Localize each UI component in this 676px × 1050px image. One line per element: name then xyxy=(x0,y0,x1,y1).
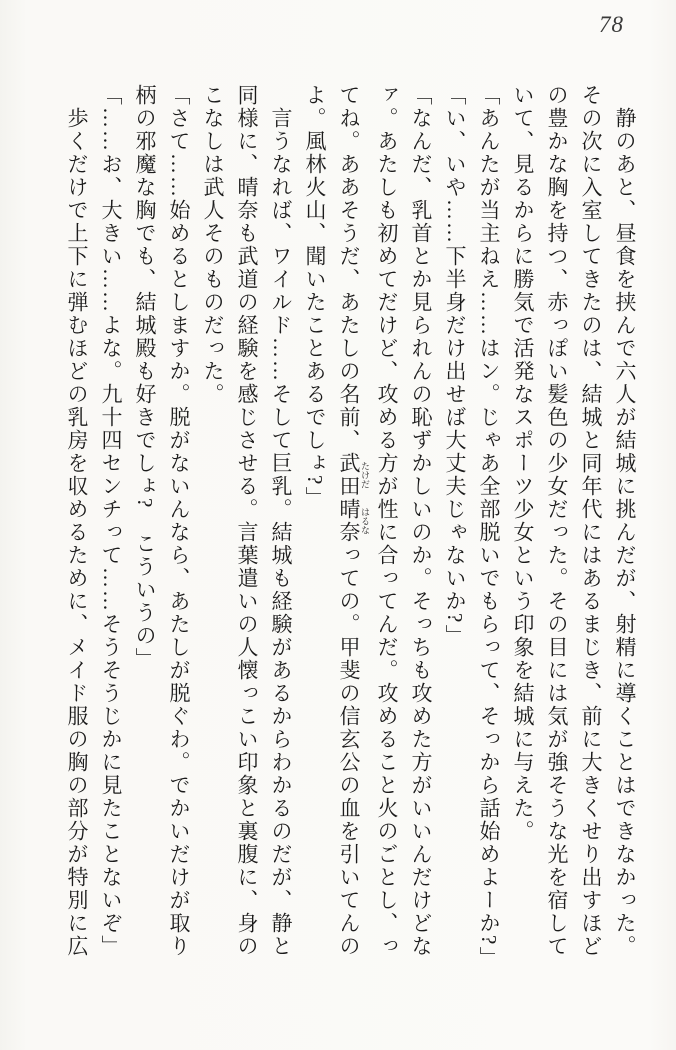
ruby-name-haruna xyxy=(337,498,370,544)
text-line: 歩くだけで上下に弾むほどの乳房を収めるために、メイド服の胸の部分が特別に広 xyxy=(65,107,89,958)
text-line: 「なんだ、乳首とか見られんの恥ずかしいのか。そっちも攻めた方がいいんだけどな xyxy=(409,84,433,958)
ruby-base: 晴奈 xyxy=(337,498,361,544)
ruby-furigana: はるな xyxy=(360,498,370,544)
ruby-furigana: たけだ xyxy=(360,452,370,498)
text-line: その次に入室してきたのは、結城と同年代にはあるまじき、前に大きくせり出すほど xyxy=(579,84,603,958)
ruby-name-takeda xyxy=(337,452,370,498)
text-segment: っての。甲斐の信玄公の血を引いてんの xyxy=(337,544,361,958)
text-line-with-ruby xyxy=(332,84,370,980)
vertical-text-block xyxy=(62,84,642,980)
text-line: 「あんたが当主ねえ……はン。じゃあ全部脱いでもらって、そっから話始めよーか?」 xyxy=(477,84,501,970)
text-line: の豊かな胸を持つ、赤っぽい髪色の少女だった。その目には気が強そうな光を宿して xyxy=(545,84,569,958)
text-line: いて、見るからに勝気で活発なスポーツ少女という印象を結城に与えた。 xyxy=(511,84,535,843)
text-segment: てね。ああそうだ、あたしの名前、 xyxy=(337,84,361,452)
page-number: 78 xyxy=(599,12,624,37)
text-line: こなしは武人そのものだった。 xyxy=(201,84,225,406)
ruby-base: 武田 xyxy=(337,452,361,498)
text-line: 同様に、晴奈も武道の経験を感じさせる。言葉遣いの人懐っこい印象と裏腹に、身の xyxy=(235,84,259,958)
text-line: 柄の邪魔な胸でも、結城殿も好きでしょ? こういうの」 xyxy=(133,84,157,671)
text-line: 「……お、大きい……よな。九十四センチって……そうそうじかに見たことないぞ」 xyxy=(99,84,123,958)
text-line: 言うなれば、ワイルド……そして巨乳。結城も経験があるからわかるのだが、静と xyxy=(269,107,293,958)
text-line: よ。風林火山、聞いたことあるでしょ?」 xyxy=(303,84,327,510)
text-line: 「い、いや……下半身だけ出せば大丈夫じゃないか?」 xyxy=(443,84,467,648)
text-line: 静のあと、昼食を挟んで六人が結城に挑んだが、射精に導くことはできなかった。 xyxy=(613,107,637,958)
text-line: 「さて……始めるとしますか。脱がないんなら、あたしが脱ぐわ。でかいだけが取り xyxy=(167,84,191,958)
text-line: ァ。あたしも初めてだけど、攻める方が性に合ってんだ。攻めること火のごとし、っ xyxy=(375,84,399,958)
